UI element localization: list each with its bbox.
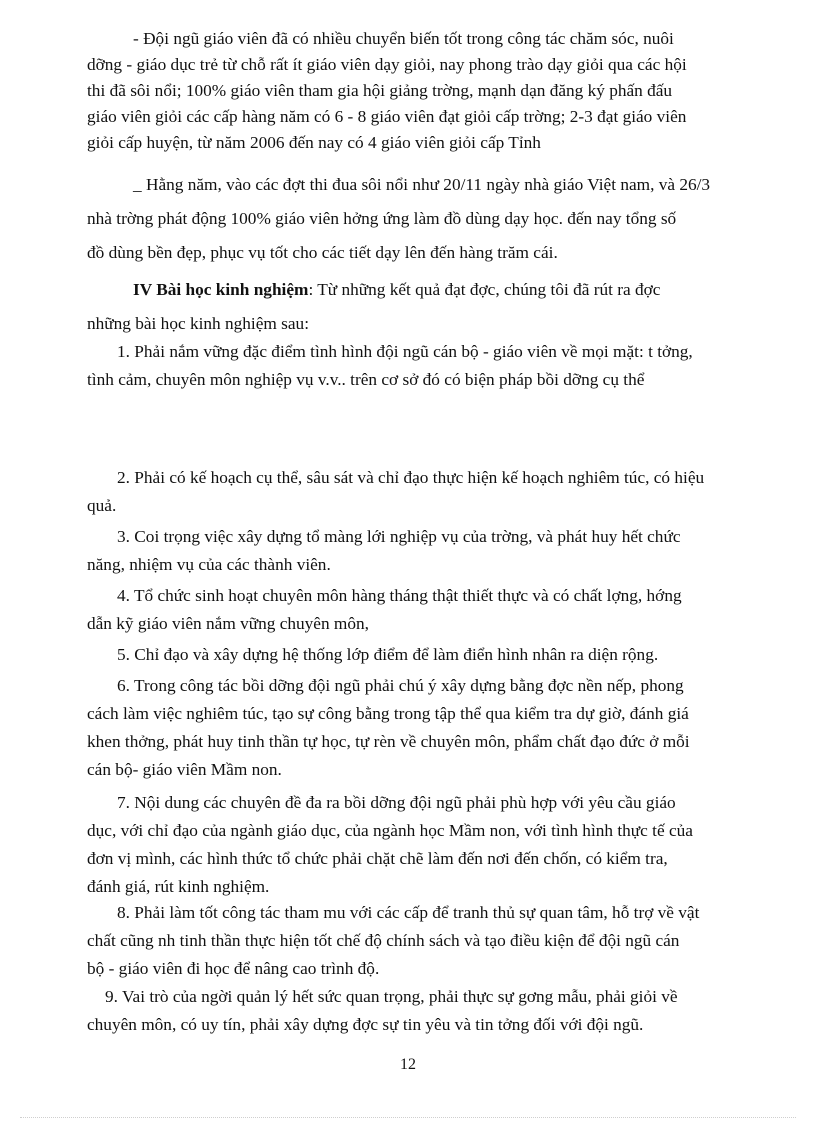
text-line: tình cảm, chuyên môn nghiệp vụ v.v.. trên cơ sở đó có biện pháp bồi dỡng cụ thể <box>87 370 645 389</box>
paragraph-teacher-progress <box>87 26 755 156</box>
text-line: đánh giá, rút kinh nghiệm. <box>87 877 270 896</box>
text-line: cách làm việc nghiêm túc, tạo sự công bằng trong tập thể qua kiểm tra dự giờ, đánh giá <box>87 704 689 723</box>
text-line: dẫn kỹ giáo viên nắm vững chuyên môn, <box>87 614 369 633</box>
text-line: đồ dùng bền đẹp, phục vụ tốt cho các tiết dạy lên đến hàng trăm cái. <box>87 243 558 262</box>
text-line: chuyên môn, có uy tín, phải xây dựng đợc sự tin yêu và tin tởng đối với đội ngũ. <box>87 1015 644 1034</box>
text-line: 7. Nội dung các chuyên đề đa ra bồi dỡng đội ngũ phải phù hợp với yêu cầu giáo <box>117 793 676 812</box>
text-line: 2. Phải có kế hoạch cụ thể, sâu sát và chỉ đạo thực hiện kế hoạch nghiêm túc, có hiệu <box>117 468 705 487</box>
text-line: cán bộ- giáo viên Mầm non. <box>87 760 282 779</box>
text-line: nhà trờng phát động 100% giáo viên hởng ứng làm đồ dùng dạy học. đến nay tổng số <box>87 209 677 228</box>
page-number: 12 <box>400 1056 416 1073</box>
list-item-6 <box>87 672 755 784</box>
paragraph-teaching-aids <box>87 168 755 270</box>
text-line: 8. Phải làm tốt công tác tham mu với các cấp để tranh thủ sự quan tâm, hỗ trợ về vật <box>117 903 700 922</box>
page-bottom-divider <box>20 1117 796 1118</box>
section-intro: : Từ những kết quả đạt đợc, chúng tôi đã rút ra đợc <box>308 280 661 299</box>
section-heading: IV Bài học kinh nghiệm <box>133 280 309 299</box>
text-line: giỏi cấp huyện, từ năm 2006 đến nay có 4 giáo viên giỏi cấp Tỉnh <box>87 133 541 152</box>
text-line: thi đã sôi nổi; 100% giáo viên tham gia hội giảng trờng, mạnh dạn đăng ký phấn đấu <box>87 81 673 100</box>
text-line: _ Hằng năm, vào các đợt thi đua sôi nổi như 20/11 ngày nhà giáo Việt nam, và 26/3 <box>133 175 711 194</box>
text-line: bộ - giáo viên đi học để nâng cao trình độ. <box>87 959 380 978</box>
text-line: 6. Trong công tác bồi dỡng đội ngũ phải chú ý xây dựng bằng đợc nền nếp, phong <box>117 676 684 695</box>
text-line: chất cũng nh tinh thần thực hiện tốt chế độ chính sách và tạo điều kiện để đội ngũ cán <box>87 931 680 950</box>
list-item-9 <box>87 983 755 1039</box>
text-line: - Đội ngũ giáo viên đã có nhiều chuyển biến tốt trong công tác chăm sóc, nuôi <box>133 29 674 48</box>
text-line: 5. Chỉ đạo và xây dựng hệ thống lớp điểm để làm điển hình nhân ra diện rộng. <box>117 645 659 664</box>
list-item-3 <box>87 523 755 579</box>
list-item-4 <box>87 582 755 638</box>
text-line: 4. Tổ chức sinh hoạt chuyên môn hàng tháng thật thiết thực và có chất lợng, hớng <box>117 586 682 605</box>
text-line: đơn vị mình, các hình thức tổ chức phải chặt chẽ làm đến nơi đến chốn, có kiểm tra, <box>87 849 668 868</box>
list-item-7 <box>87 789 755 901</box>
text-line: năng, nhiệm vụ của các thành viên. <box>87 555 331 574</box>
text-line: dục, với chỉ đạo của ngành giáo dục, của ngành học Mầm non, với tình hình thực tế của <box>87 821 693 840</box>
text-line: quả. <box>87 496 117 515</box>
text-line: 9. Vai trò của ngời quản lý hết sức quan trọng, phải thực sự gơng mẫu, phải giỏi về <box>105 987 678 1006</box>
section-heading-line <box>87 273 755 307</box>
section-lessons-learned <box>87 273 755 341</box>
list-item-8 <box>87 899 755 983</box>
list-item-5 <box>87 641 755 669</box>
text-line: 3. Coi trọng việc xây dựng tổ màng lới nghiệp vụ của trờng, và phát huy hết chức <box>117 527 681 546</box>
text-line: dỡng - giáo dục trẻ từ chỗ rất ít giáo viên dạy giỏi, nay phong trào dạy giỏi qua các hội <box>87 55 687 74</box>
text-line: giáo viên giỏi các cấp hàng năm có 6 - 8 giáo viên đạt giỏi cấp trờng; 2-3 đạt giáo viên <box>87 107 687 126</box>
text-line: khen thởng, phát huy tinh thần tự học, tự rèn về chuyên môn, phẩm chất đạo đức ở mỗi <box>87 732 690 751</box>
list-item-1 <box>87 338 755 394</box>
list-item-2 <box>87 464 755 520</box>
text-line: 1. Phải nắm vững đặc điểm tình hình đội ngũ cán bộ - giáo viên về mọi mặt: t tởng, <box>117 342 693 361</box>
text-line: những bài học kinh nghiệm sau: <box>87 314 309 333</box>
